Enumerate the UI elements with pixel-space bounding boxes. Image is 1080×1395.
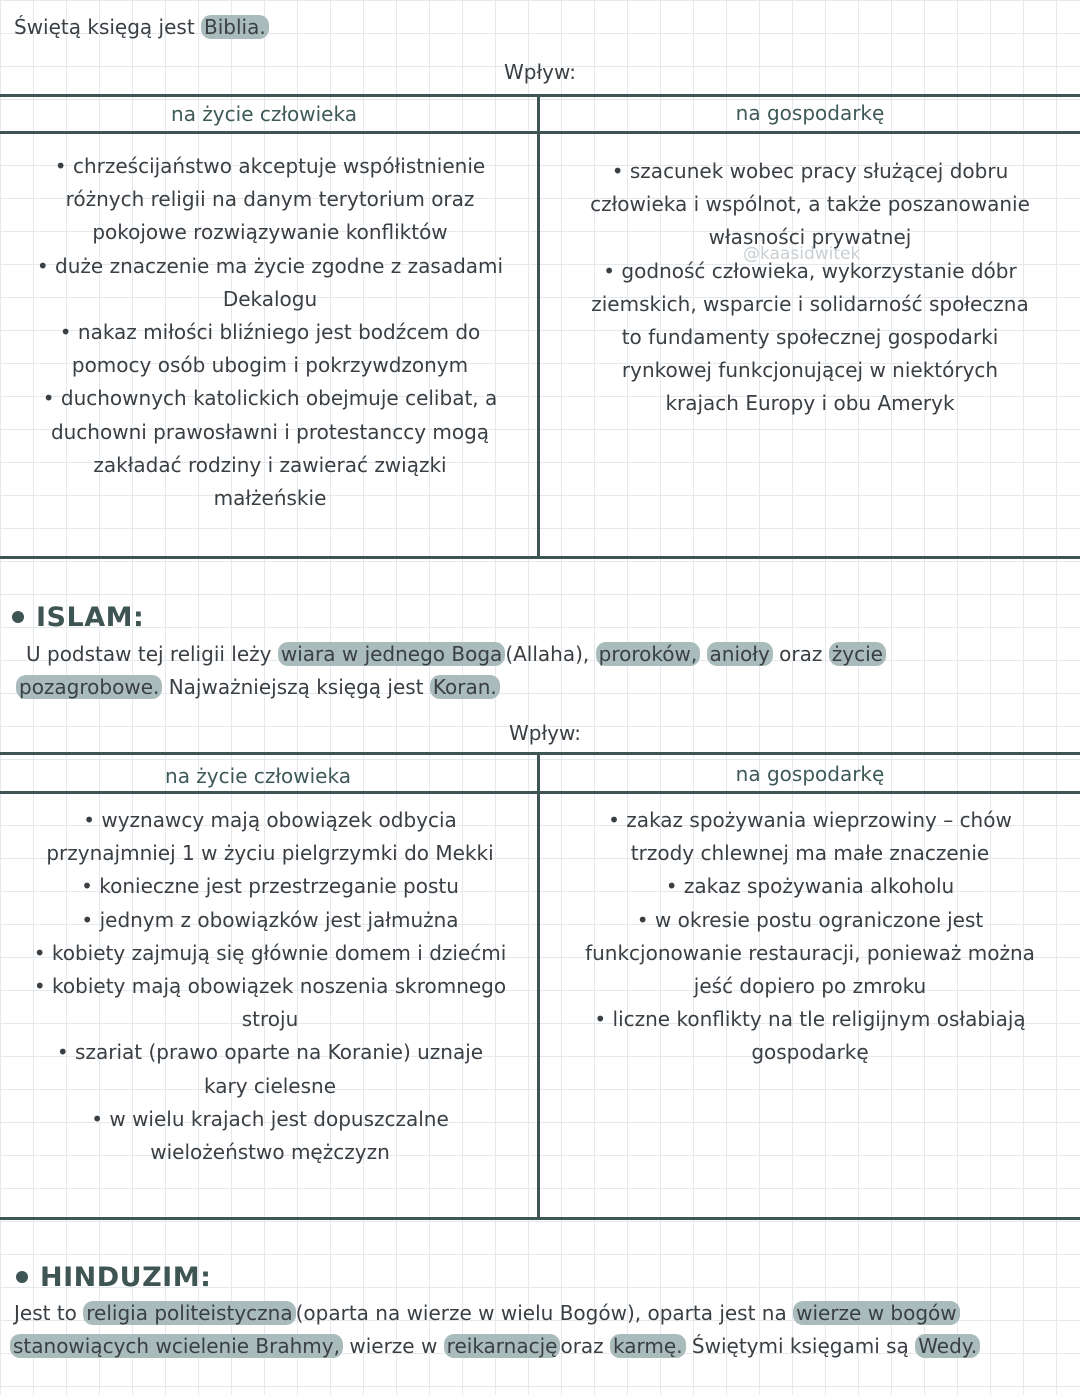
list-item: krajach Europy i obu Ameryk xyxy=(665,391,955,416)
bullet-icon xyxy=(16,1271,28,1283)
list-item: • jednym z obowiązków jest jałmużna xyxy=(81,907,459,932)
highlight-koran: Koran. xyxy=(430,675,500,699)
list-item: • duże znaczenie ma życie zgodne z zasadami xyxy=(36,253,504,278)
list-item: • szariat (prawo oparte na Koranie) uznaje xyxy=(56,1040,484,1065)
list-item: trzody chlewnej ma małe znaczenie xyxy=(630,841,990,866)
islam-text: (Allaha), xyxy=(505,642,590,666)
list-item: • szacunek wobec pracy służącej dobru xyxy=(611,159,1009,183)
hinduism-paragraph-line-1 xyxy=(14,1297,960,1330)
islam-heading xyxy=(12,600,144,636)
highlight-one-god: wiara w jednego Boga xyxy=(278,642,505,666)
table-top-rule xyxy=(0,752,1080,755)
table-header-rule xyxy=(0,131,1080,134)
intro-text: Świętą księgą jest xyxy=(14,15,195,39)
list-item: małżeńskie xyxy=(213,486,327,511)
intro-line xyxy=(14,11,269,44)
list-item: zakładać rodziny i zawierać związki xyxy=(93,452,447,477)
life-impact-cell xyxy=(0,804,540,1169)
list-item: rynkowej funkcjonującej w niektórych xyxy=(621,358,999,383)
table-bottom-rule xyxy=(0,1217,1080,1220)
highlight-afterlife: życie xyxy=(829,642,886,666)
list-item: • zakaz spożywania wieprzowiny – chów xyxy=(608,808,1012,832)
highlight-polytheistic: religia politeistyczna xyxy=(83,1301,295,1325)
list-item: gospodarkę xyxy=(751,1040,869,1065)
list-item: • liczne konflikty na tle religijnym osłabiają xyxy=(594,1007,1026,1032)
table-header-rule xyxy=(0,791,1080,794)
highlight-karma: karmę. xyxy=(610,1334,686,1358)
list-item: • nakaz miłości bliźniego jest bodźcem do xyxy=(59,320,481,345)
hinduism-heading-text: HINDUZIM: xyxy=(40,1262,212,1293)
list-item: własności prywatnej xyxy=(708,225,912,250)
hinduism-text: oraz xyxy=(560,1334,604,1358)
highlight-prophets: proroków, xyxy=(596,642,701,666)
life-impact-cell xyxy=(0,150,540,515)
highlight-belief-in-gods: wierze w bogów xyxy=(793,1301,960,1325)
list-item: • konieczne jest przestrzeganie postu xyxy=(81,874,459,899)
list-item: stroju xyxy=(241,1007,299,1032)
watermark: @kaasidwitek xyxy=(743,244,861,264)
column-header-life: na życie człowieka xyxy=(171,102,357,126)
highlight-afterlife: pozagrobowe. xyxy=(16,675,162,699)
list-item: to fundamenty społecznej gospodarki xyxy=(621,325,999,350)
economy-impact-cell xyxy=(540,804,1080,1070)
highlight-angels: anioły xyxy=(707,642,773,666)
list-item: ziemskich, wsparcie i solidarność społeczna xyxy=(591,291,1029,316)
list-item: • kobiety mają obowiązek noszenia skromnego xyxy=(33,974,507,999)
islam-text: U podstaw tej religii leży xyxy=(26,642,272,666)
hinduism-heading xyxy=(16,1260,211,1296)
highlight-reincarnation: reikarnację xyxy=(444,1334,561,1358)
table-title: Wpływ: xyxy=(509,721,581,745)
list-item: przynajmniej 1 w życiu pielgrzymki do Mekki xyxy=(46,841,494,866)
list-item: • wyznawcy mają obowiązek odbycia xyxy=(83,808,457,832)
highlight-vedas: Wedy. xyxy=(915,1334,980,1358)
list-item: • kobiety zajmują się głównie domem i dziećmi xyxy=(33,940,507,965)
islam-heading-text: ISLAM: xyxy=(36,602,145,633)
list-item: funkcjonowanie restauracji, ponieważ można xyxy=(585,940,1035,965)
islam-text: oraz xyxy=(779,642,823,666)
table-title: Wpływ: xyxy=(504,60,576,84)
islam-paragraph-line-2 xyxy=(16,671,500,704)
hinduism-text: Świętymi księgami są xyxy=(691,1334,909,1358)
list-item: człowieka i wspólnot, a także poszanowanie xyxy=(590,192,1030,217)
list-item: jeść dopiero po zmroku xyxy=(693,974,927,999)
column-header-economy: na gospodarkę xyxy=(735,762,885,786)
islam-text: Najważniejszą księgą jest xyxy=(168,675,424,699)
list-item: różnych religii na danym terytorium oraz xyxy=(65,187,475,212)
hinduism-paragraph-line-2 xyxy=(10,1330,980,1363)
list-item: kary cielesne xyxy=(203,1073,337,1098)
hinduism-text: Jest to xyxy=(14,1301,77,1325)
table-bottom-rule xyxy=(0,556,1080,559)
list-item: • zakaz spożywania alkoholu xyxy=(665,874,955,899)
list-item: • godność człowieka, wykorzystanie dóbr xyxy=(603,258,1017,283)
list-item: • w wielu krajach jest dopuszczalne xyxy=(91,1106,449,1131)
highlight-brahma: stanowiących wcielenie Brahmy, xyxy=(10,1334,343,1358)
bullet-icon xyxy=(12,611,24,623)
list-item: • chrześcijaństwo akceptuje współistnienie xyxy=(54,154,486,178)
list-item: pokojowe rozwiązywanie konfliktów xyxy=(92,220,448,245)
hinduism-text: (oparta na wierze w wielu Bogów), oparta jest na xyxy=(295,1301,787,1325)
list-item: pomocy osób ubogim i pokrzywdzonym xyxy=(71,353,469,378)
highlight-bible: Biblia. xyxy=(201,15,269,39)
column-header-life: na życie człowieka xyxy=(165,764,351,788)
list-item: wielożeństwo mężczyzn xyxy=(150,1140,390,1165)
list-item: Dekalogu xyxy=(222,286,318,311)
column-header-economy: na gospodarkę xyxy=(735,101,885,125)
list-item: • w okresie postu ograniczone jest xyxy=(636,907,984,932)
economy-impact-cell xyxy=(540,155,1080,421)
hinduism-text: wierze w xyxy=(349,1334,438,1358)
list-item: • duchownych katolickich obejmuje celibat, a xyxy=(42,386,498,411)
list-item: duchowni prawosławni i protestanccy mogą xyxy=(50,419,490,444)
islam-paragraph-line-1 xyxy=(26,638,886,671)
